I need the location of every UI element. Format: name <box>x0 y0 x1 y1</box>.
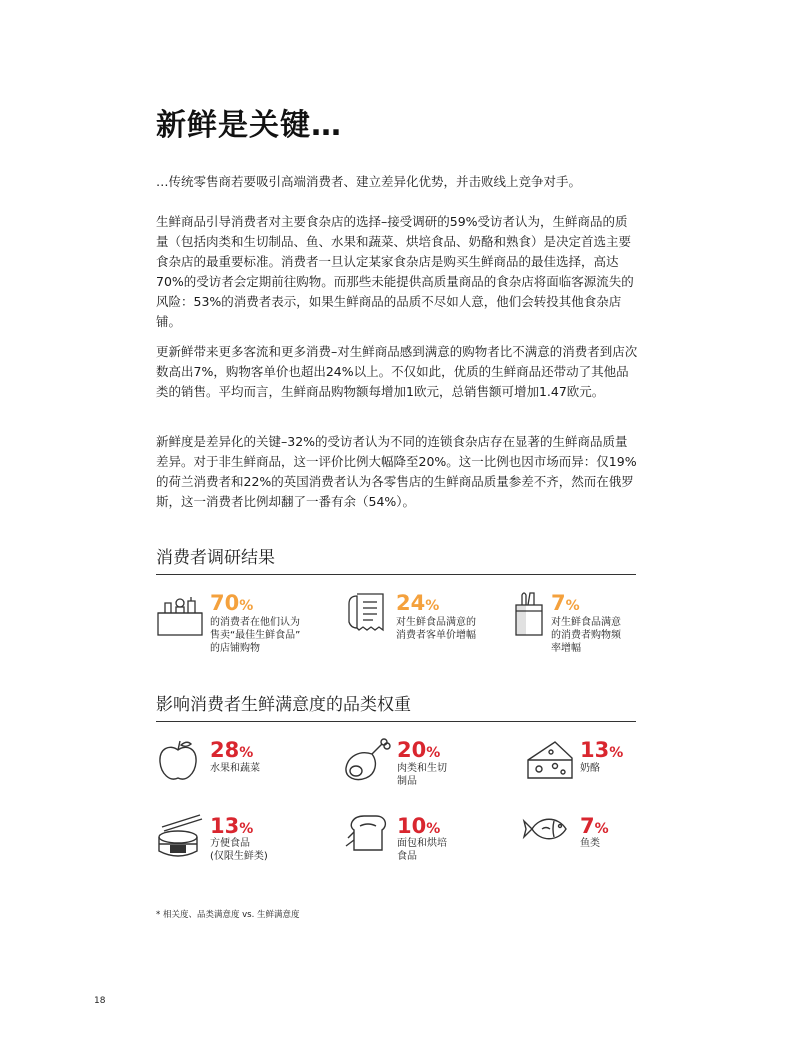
survey-stat-2-label: 对生鲜食品满意的 消费者客单价增幅 <box>396 617 476 641</box>
fish-icon <box>522 812 576 846</box>
category-1-label: 水果和蔬菜 <box>210 763 260 774</box>
category-5-value: 10% <box>397 814 441 838</box>
ham-icon <box>342 738 392 784</box>
bento-icon <box>154 813 204 861</box>
survey-stat-1-value: 70% <box>210 591 254 615</box>
apple-icon <box>156 738 200 784</box>
category-4-label: 方便食品 (仅限生鲜类) <box>210 838 268 862</box>
survey-stat-3-value: 7% <box>551 591 580 615</box>
page-title: 新鲜是关键… <box>156 108 342 143</box>
category-3-value: 13% <box>580 738 624 762</box>
body-paragraph-3: 新鲜度是差异化的关键–32%的受访者认为不同的连锁食杂店存在显著的生鲜商品质量差异。对于非生鲜商品，这一评价比例大幅降至20%。这一比例也因市场而异：仅19%的荷兰消费者和22%的英国消费者认为各零售店的生鲜商品质量参差不齐，然而在俄罗斯，这一消费者比例却翻了一番有余（54%）。 <box>156 434 637 509</box>
category-4-value: 13% <box>210 814 254 838</box>
survey-stat-1-label: 的消费者在他们认为 售卖“最佳生鲜食品” 的店铺购物 <box>210 617 301 654</box>
body-paragraph-2: 更新鲜带来更多客流和更多消费–对生鲜商品感到满意的购物者比不满意的消费者到店次数高出7%，购物客单价也超出24%以上。不仅如此，优质的生鲜商品还带动了其他品类的销售。平均而言，生鲜商品购物额每增加1欧元，总销售额可增加1.47欧元。 <box>156 344 638 399</box>
category-1-value: 28% <box>210 738 254 762</box>
category-2-value: 20% <box>397 738 441 762</box>
shopping-bag-icon <box>512 589 548 637</box>
footnote: * 相关度、品类满意度 vs. 生鲜满意度 <box>156 910 300 920</box>
category-5-label: 面包和烘培 食品 <box>397 838 447 862</box>
category-6-label: 鱼类 <box>580 838 600 849</box>
store-icon <box>155 593 205 637</box>
category-6-value: 7% <box>580 814 609 838</box>
intro-paragraph: …传统零售商若要吸引高端消费者、建立差异化优势，并击败线上竞争对手。 <box>156 174 582 189</box>
cheese-icon <box>525 738 575 782</box>
receipt-icon <box>345 590 389 634</box>
bread-icon <box>344 814 390 854</box>
survey-stat-2-value: 24% <box>396 591 440 615</box>
survey-heading: 消费者调研结果 <box>156 543 636 575</box>
category-3-label: 奶酪 <box>580 763 600 774</box>
body-paragraph-1: 生鲜商品引导消费者对主要食杂店的选择–接受调研的59%受访者认为，生鲜商品的质量（包括肉类和生切制品、鱼、水果和蔬菜、烘培食品、奶酪和熟食）是决定首选主要食杂店的最重要标准。消费者一旦认定某家食杂店是购买生鲜商品的最佳选择，高达70%的受访者会定期前往购物。而那些未能提供高质量商品的食杂店将面临客源流失的风险：53%的消费者表示，如果生鲜商品的品质不尽如人意，他们会转投其他食杂店铺。 <box>156 214 634 329</box>
category-2-label: 肉类和生切 制品 <box>397 763 447 787</box>
categories-heading: 影响消费者生鲜满意度的品类权重 <box>156 690 636 722</box>
survey-stat-3-label: 对生鲜食品满意 的消费者购物频 率增幅 <box>551 617 621 654</box>
page-number: 18 <box>94 996 106 1006</box>
